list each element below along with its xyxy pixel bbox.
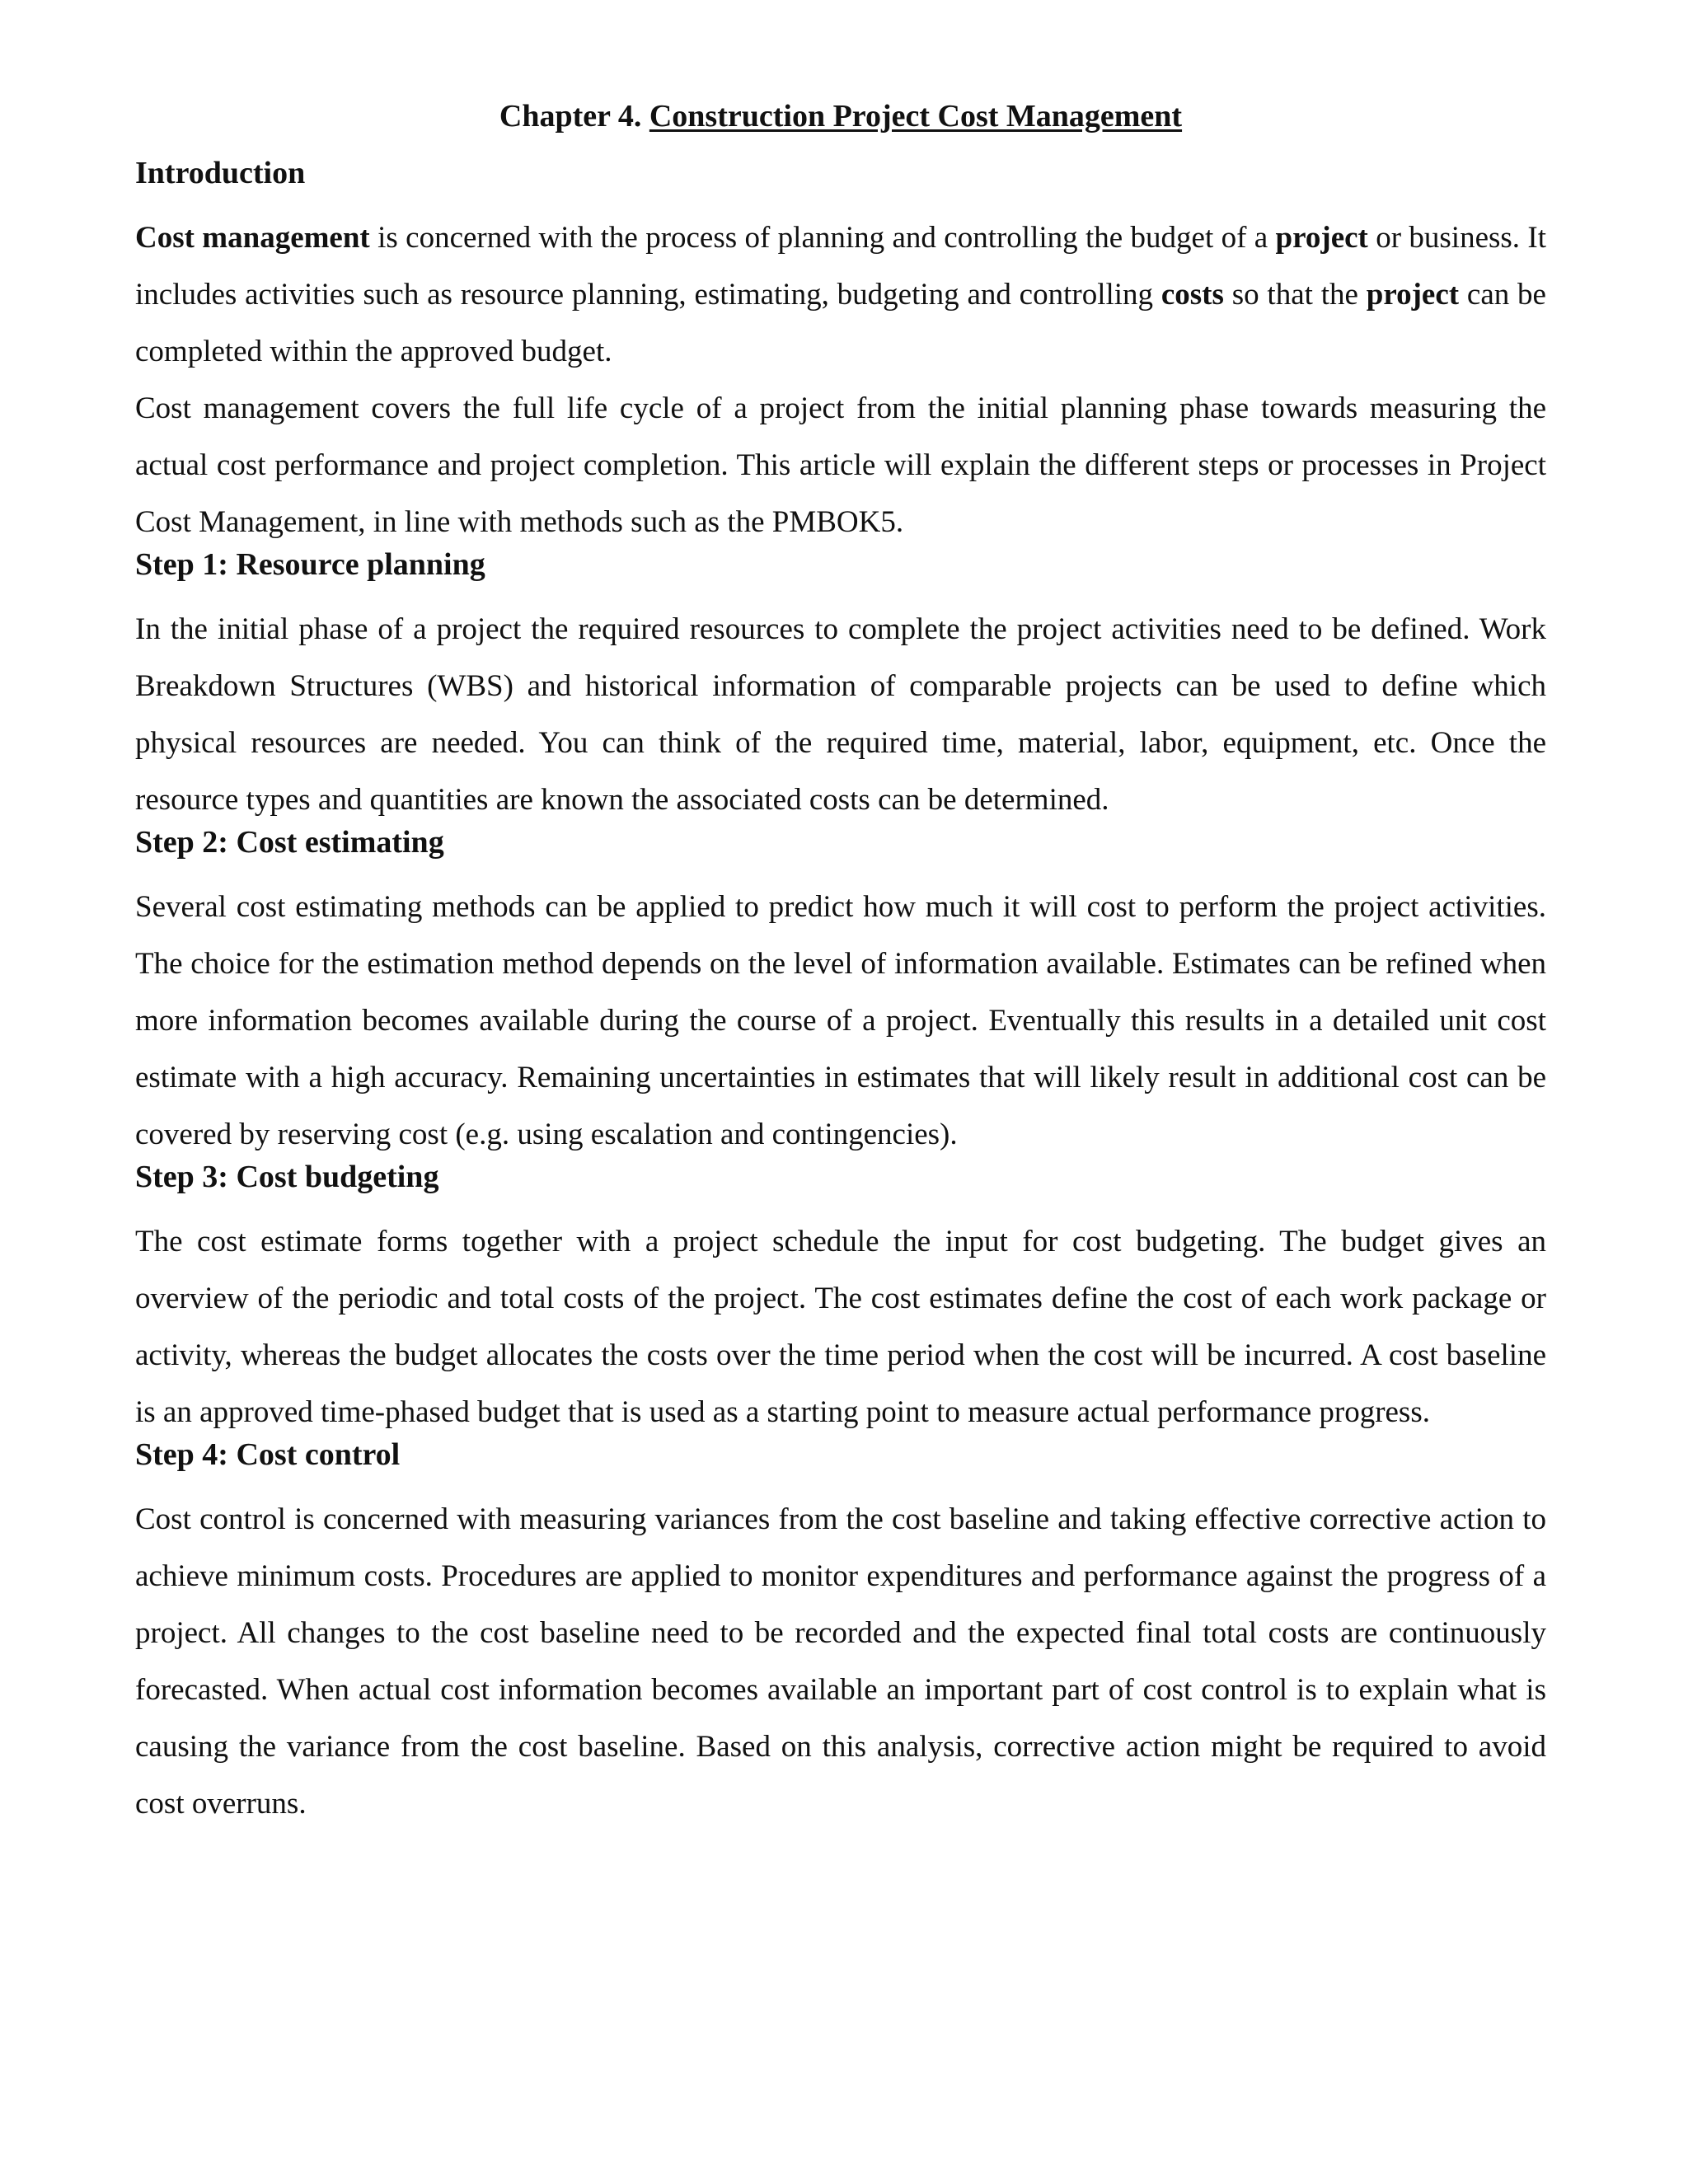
section-heading-step-3: Step 3: Cost budgeting <box>135 1160 439 1194</box>
bold-term: project <box>1275 221 1368 255</box>
bold-term: Cost management <box>135 221 370 255</box>
document-page <box>135 96 1546 1832</box>
step-4-paragraph: Cost control is concerned with measuring variances from the cost baseline and taking effective corrective action to achieve minimum costs. Procedures are applied to monitor expenditures and performance against the progress of a project. All changes to the cost baseline need to be recorded and the expected final total costs are continuously forecasted. When actual cost information becomes available an important part of cost control is to explain what is causing the variance from the cost baseline. Based on this analysis, corrective action might be required to avoid cost overruns. <box>135 1502 1546 1821</box>
intro-paragraph-1: Cost management is concerned with the process of planning and controlling the budget of a project or business. It includes activities such as resource planning, estimating, budgeting and controlling costs so that the project can be completed within the approved budget. <box>135 221 1546 368</box>
section-heading-step-2: Step 2: Cost estimating <box>135 825 444 860</box>
step-2-paragraph: Several cost estimating methods can be applied to predict how much it will cost to perform the project activities. The choice for the estimation method depends on the level of information available. Estimates can be refined when more information becomes available during the course of a project. Eventually this results in a detailed unit cost estimate with a high accuracy. Remaining uncertainties in estimates that will likely result in additional cost can be covered by reserving cost (e.g. using escalation and contingencies). <box>135 890 1546 1151</box>
section-heading-step-4: Step 4: Cost control <box>135 1437 401 1472</box>
section-heading-step-1: Step 1: Resource planning <box>135 547 485 582</box>
page-title <box>135 96 1546 137</box>
section-heading-introduction: Introduction <box>135 156 306 190</box>
step-3-paragraph: The cost estimate forms together with a project schedule the input for cost budgeting. The budget gives an overview of the periodic and total costs of the project. The cost estimates define the cost of each work package or activity, whereas the budget allocates the costs over the time period when the cost will be incurred. A cost baseline is an approved time-phased budget that is used as a starting point to measure actual performance progress. <box>135 1225 1546 1429</box>
bold-term: costs <box>1160 278 1224 312</box>
title-main: Construction Project Cost Management <box>649 99 1183 134</box>
intro-paragraph-2: Cost management covers the full life cycle of a project from the initial planning phase towards measuring the actual cost performance and project completion. This article will explain the different steps or processes in Project Cost Management, in line with methods such as the PMBOK5. <box>135 391 1546 539</box>
title-prefix: Chapter 4. <box>499 99 649 134</box>
bold-term: project <box>1366 278 1460 312</box>
step-1-paragraph: In the initial phase of a project the required resources to complete the project activities need to be defined. Work Breakdown Structures (WBS) and historical information of comparable projects can be used to define which physical resources are needed. You can think of the required time, material, labor, equipment, etc. Once the resource types and quantities are known the associated costs can be determined. <box>135 612 1546 817</box>
